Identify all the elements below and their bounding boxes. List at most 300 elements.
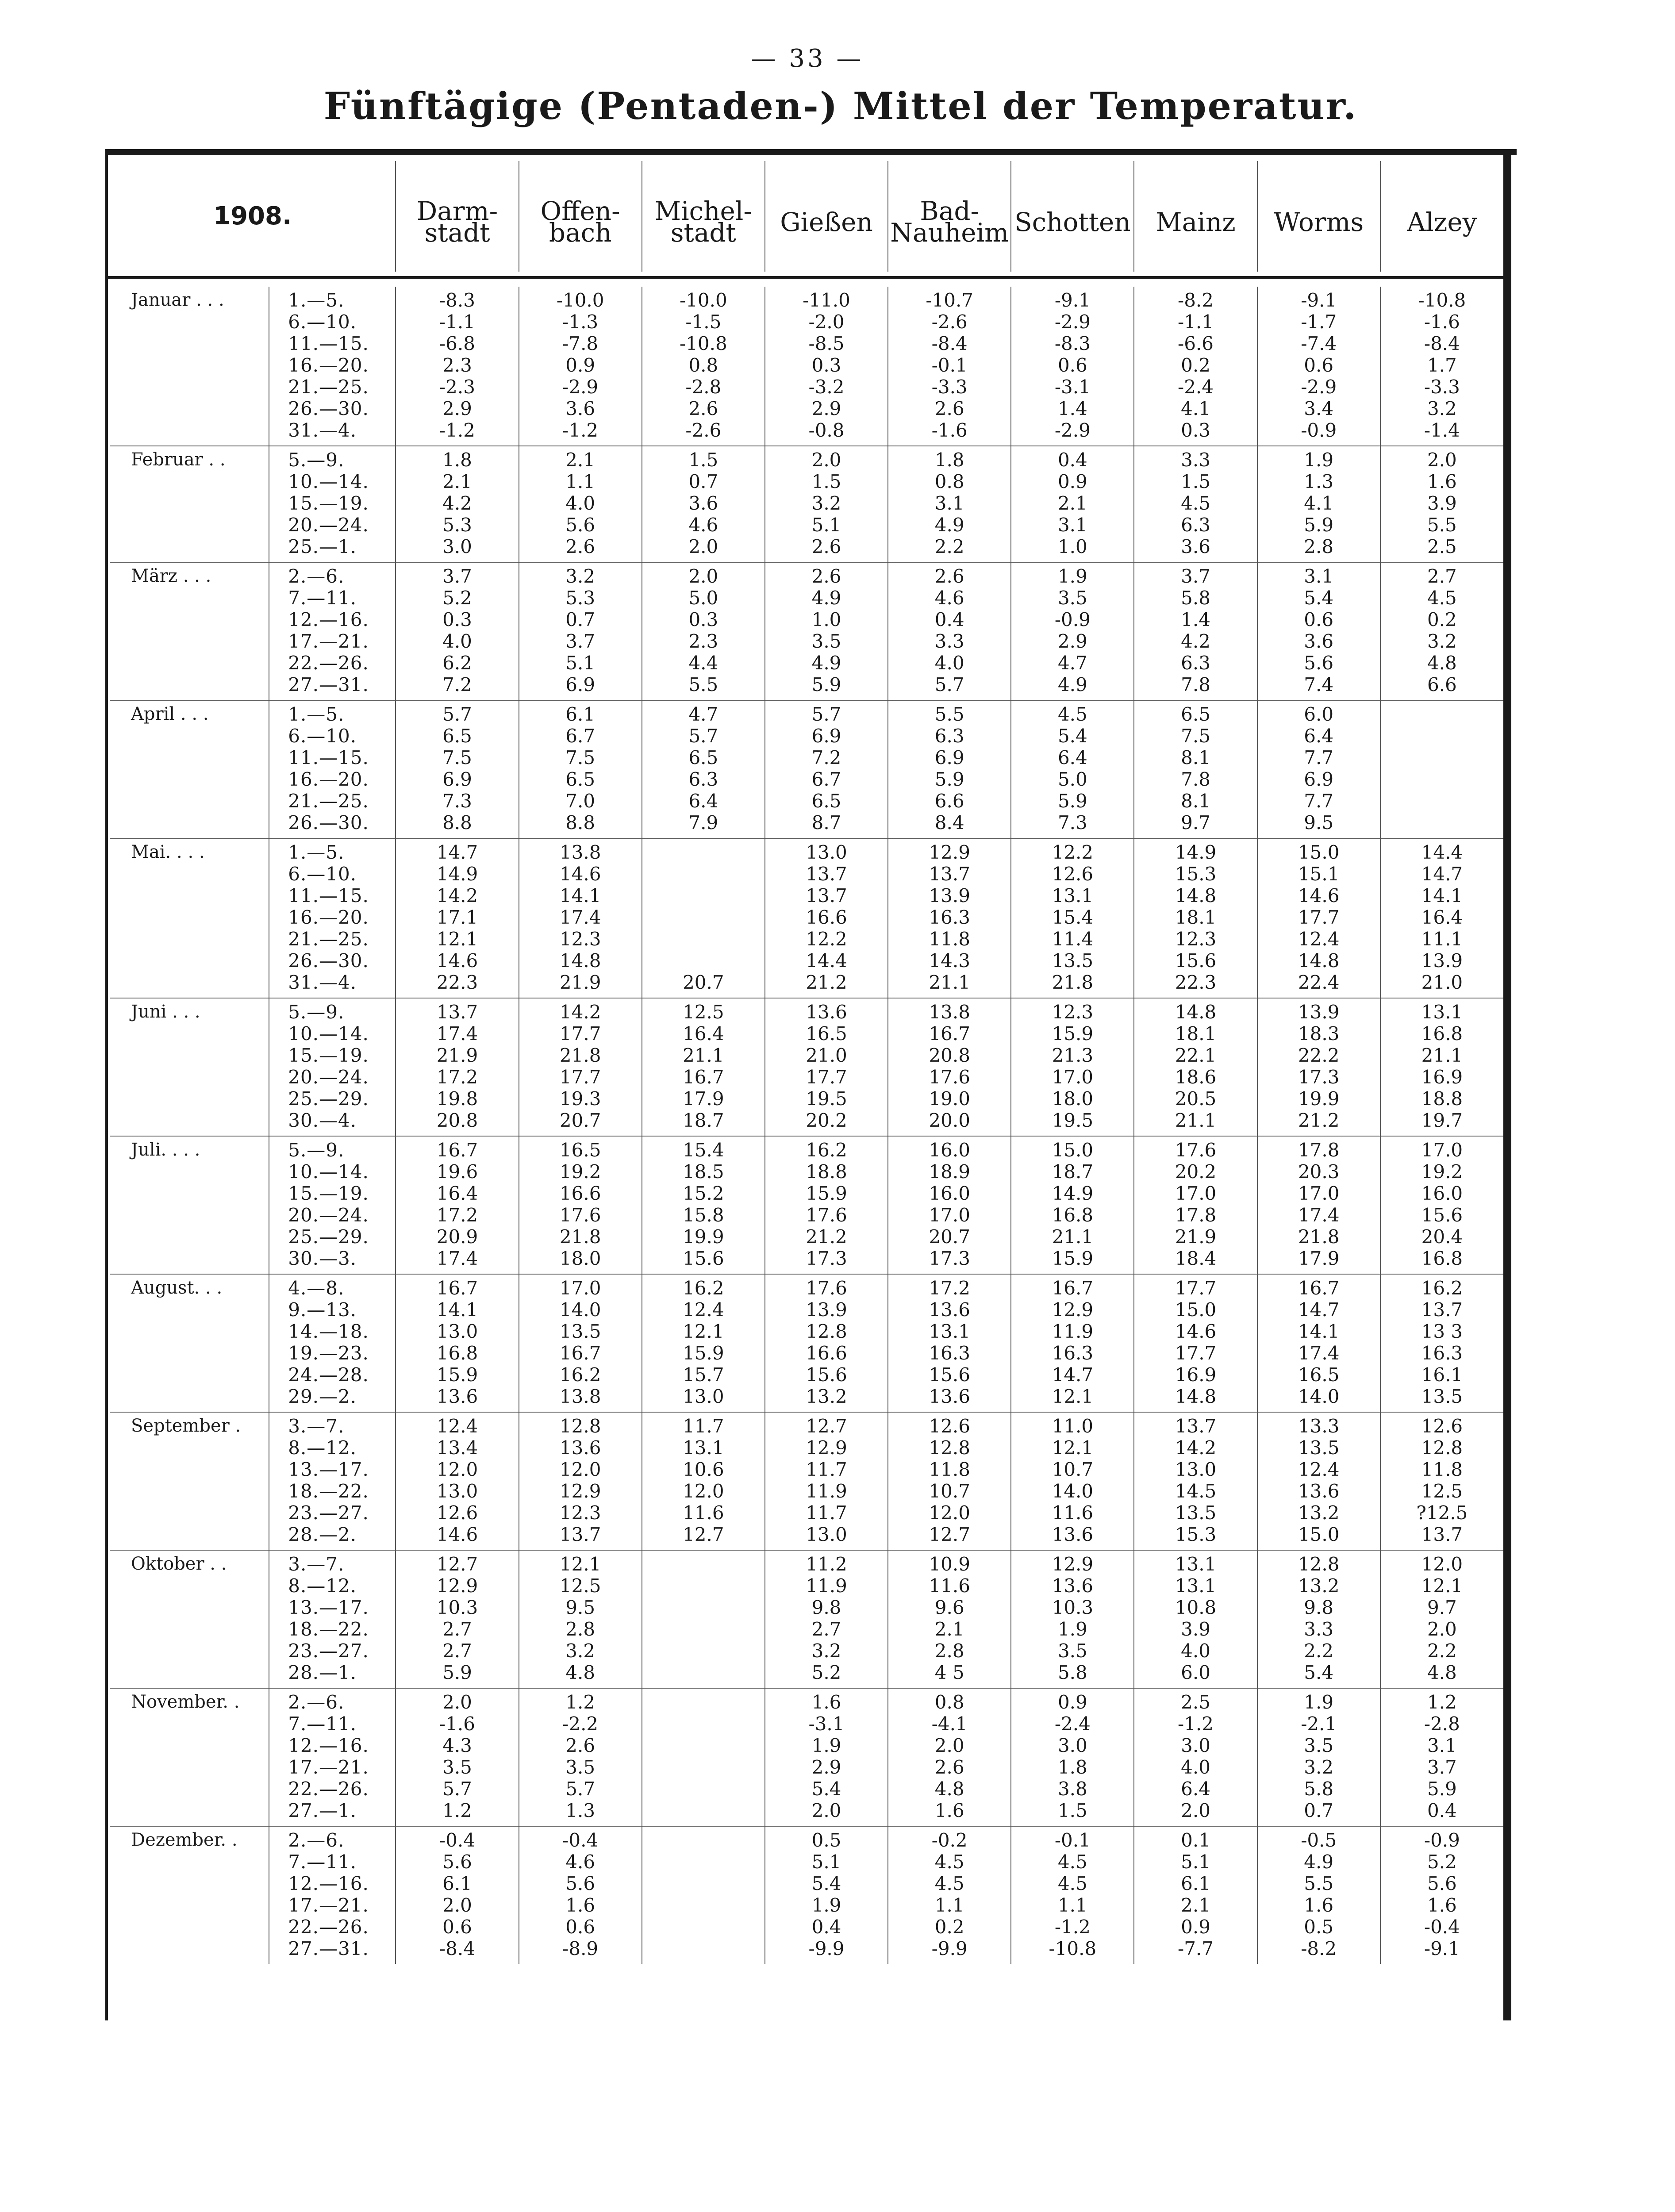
temperature-value: 3.3 <box>1181 449 1210 471</box>
temperature-value: 6.9 <box>934 747 964 768</box>
temperature-value: 13.1 <box>683 1437 724 1459</box>
temperature-value: 14.4 <box>1421 841 1463 863</box>
temperature-value: 13.1 <box>1175 1575 1217 1597</box>
pentad-period: 15.—19. <box>288 492 369 514</box>
temperature-value: 3.1 <box>1427 1735 1457 1756</box>
temperature-value: 12.0 <box>929 1502 970 1524</box>
temperature-value: 3.9 <box>1427 492 1457 514</box>
temperature-value: 15.6 <box>1421 1204 1463 1226</box>
temperature-value: 3.2 <box>811 1640 841 1662</box>
temperature-value: 5.9 <box>1057 790 1087 812</box>
temperature-value <box>643 906 764 928</box>
temperature-value: 14.0 <box>559 1299 601 1321</box>
temperature-value: 18.6 <box>1175 1066 1217 1088</box>
temperature-value: 22.4 <box>1298 972 1340 993</box>
values-michelstadt <box>642 838 765 998</box>
temperature-value: 13.6 <box>806 1001 847 1023</box>
temperature-value: -0.9 <box>1054 609 1091 630</box>
temperature-value: -0.9 <box>1424 1829 1460 1851</box>
temperature-value: 2.0 <box>934 1735 964 1756</box>
pentad-period: 11.—15. <box>288 747 369 768</box>
values-giessen <box>765 287 888 446</box>
temperature-value: 16.7 <box>929 1023 970 1045</box>
temperature-value: 11.8 <box>1421 1459 1463 1480</box>
temperature-value: 2.1 <box>442 471 472 492</box>
year-header: 1908. <box>110 161 396 272</box>
temperature-value: 0.6 <box>442 1916 472 1938</box>
temperature-value: 16.5 <box>559 1139 601 1161</box>
temperature-value: 12.1 <box>1052 1386 1094 1407</box>
temperature-value: -8.4 <box>1424 333 1460 354</box>
values-schotten <box>1011 1274 1134 1412</box>
pentad-period: 22.—26. <box>288 1916 369 1938</box>
temperature-value: 4.8 <box>1427 1662 1457 1683</box>
temperature-value: 5.2 <box>442 587 472 609</box>
pentad-period: 23.—27. <box>288 1502 369 1524</box>
temperature-value: 10.3 <box>436 1597 478 1618</box>
temperature-value: 9.5 <box>565 1597 595 1618</box>
temperature-value: 14.6 <box>1298 885 1340 906</box>
temperature-value: 15.9 <box>806 1183 847 1204</box>
temperature-value <box>643 1662 764 1683</box>
temperature-value: 21.8 <box>559 1045 601 1066</box>
values-bad-nauheim <box>888 1688 1011 1826</box>
temperature-value: 4.6 <box>565 1851 595 1873</box>
temperature-value: 17.7 <box>806 1066 847 1088</box>
temperature-value: 13.5 <box>1052 950 1094 972</box>
temperature-value: 13.6 <box>436 1386 478 1407</box>
temperature-value: 2.9 <box>1057 630 1087 652</box>
temperature-value: 0.3 <box>811 354 841 376</box>
temperature-value: 17.6 <box>929 1066 970 1088</box>
temperature-value: 5.1 <box>811 1851 841 1873</box>
temperature-value: 7.3 <box>1057 812 1087 833</box>
temperature-value: 5.3 <box>442 514 472 536</box>
temperature-value: -8.5 <box>808 333 845 354</box>
temperature-value: 17.9 <box>683 1088 724 1110</box>
values-offenbach <box>519 1550 642 1688</box>
temperature-value: 6.5 <box>1181 703 1210 725</box>
temperature-value: 4.5 <box>1181 492 1210 514</box>
temperature-value: 21.2 <box>1298 1110 1340 1131</box>
temperature-value: 18.8 <box>806 1161 847 1183</box>
temperature-value <box>1381 790 1503 812</box>
temperature-value: 3.7 <box>1427 1756 1457 1778</box>
values-michelstadt <box>642 1136 765 1274</box>
temperature-value: 1.2 <box>442 1800 472 1821</box>
temperature-value: 17.2 <box>436 1204 478 1226</box>
temperature-value: 4.3 <box>442 1735 472 1756</box>
temperature-value: 5.9 <box>1304 514 1334 536</box>
temperature-value: 8.1 <box>1181 747 1210 768</box>
values-bad-nauheim <box>888 998 1011 1136</box>
temperature-value: -2.6 <box>931 311 968 333</box>
month-block <box>110 1826 1503 1964</box>
temperature-value: 6.4 <box>1181 1778 1210 1800</box>
values-bad-nauheim <box>888 287 1011 446</box>
temperature-value: 16.8 <box>1421 1023 1463 1045</box>
temperature-value: 16.7 <box>436 1277 478 1299</box>
pentad-periods <box>269 1136 396 1274</box>
temperature-value: 1.6 <box>1427 1894 1457 1916</box>
temperature-value: -1.2 <box>439 419 475 441</box>
temperature-value: 6.5 <box>811 790 841 812</box>
temperature-value: 5.0 <box>688 587 718 609</box>
values-offenbach <box>519 287 642 446</box>
temperature-value: 17.7 <box>1175 1277 1217 1299</box>
temperature-value: 16.7 <box>1298 1277 1340 1299</box>
temperature-value: 16.4 <box>436 1183 478 1204</box>
temperature-value: 2.0 <box>1427 1618 1457 1640</box>
temperature-value: 12.7 <box>806 1415 847 1437</box>
temperature-value: -1.1 <box>439 311 475 333</box>
temperature-value: 1.1 <box>934 1894 964 1916</box>
pentad-period: 2.—6. <box>288 1829 345 1851</box>
pentad-period: 14.—18. <box>288 1321 369 1342</box>
temperature-value: 19.0 <box>929 1088 970 1110</box>
temperature-value: 12.5 <box>559 1575 601 1597</box>
temperature-value: 13.7 <box>436 1001 478 1023</box>
temperature-value: 0.3 <box>1181 419 1210 441</box>
values-schotten <box>1011 1550 1134 1688</box>
temperature-value <box>643 1713 764 1735</box>
temperature-value: 13.6 <box>559 1437 601 1459</box>
temperature-value: 15.6 <box>683 1248 724 1269</box>
temperature-value <box>643 1800 764 1821</box>
pentad-period: 21.—25. <box>288 928 369 950</box>
temperature-value: 5.0 <box>1057 768 1087 790</box>
values-alzey <box>1380 998 1503 1136</box>
temperature-value: 4.0 <box>442 630 472 652</box>
temperature-value: 0.4 <box>811 1916 841 1938</box>
temperature-value: 2.8 <box>934 1640 964 1662</box>
temperature-value: 9.7 <box>1427 1597 1457 1618</box>
values-schotten <box>1011 1412 1134 1550</box>
temperature-value: 21.3 <box>1052 1045 1094 1066</box>
temperature-value: 2.2 <box>934 536 964 557</box>
temperature-value: -8.4 <box>931 333 968 354</box>
temperature-value: -3.3 <box>931 376 968 398</box>
temperature-value: 5.5 <box>934 703 964 725</box>
pentad-periods <box>269 700 396 838</box>
temperature-value <box>643 1691 764 1713</box>
values-mainz <box>1134 446 1257 562</box>
temperature-value: 0.1 <box>1181 1829 1210 1851</box>
pentad-period: 24.—28. <box>288 1364 369 1386</box>
temperature-value: 3.0 <box>442 536 472 557</box>
temperature-value: 13.9 <box>806 1299 847 1321</box>
values-michelstadt <box>642 1274 765 1412</box>
temperature-value <box>643 1916 764 1938</box>
temperature-value: 12.8 <box>1421 1437 1463 1459</box>
pentad-period: 17.—21. <box>288 1756 369 1778</box>
temperature-value: 21.1 <box>1175 1110 1217 1131</box>
temperature-value: 6.9 <box>811 725 841 747</box>
pentad-period: 26.—30. <box>288 812 369 833</box>
month-name: Januar . . . <box>110 287 269 446</box>
temperature-value: -1.6 <box>439 1713 475 1735</box>
pentad-periods <box>269 1412 396 1550</box>
temperature-value: 7.2 <box>811 747 841 768</box>
temperature-value: 16.2 <box>559 1364 601 1386</box>
temperature-value: 1.5 <box>1181 471 1210 492</box>
station-header-schotten: Schotten <box>1011 161 1134 272</box>
values-offenbach <box>519 446 642 562</box>
pentad-period: 6.—10. <box>288 725 357 747</box>
temperature-value: 3.6 <box>1181 536 1210 557</box>
temperature-value: -9.9 <box>808 1938 845 1959</box>
temperature-value: 5.5 <box>1304 1873 1334 1894</box>
temperature-value: 0.5 <box>811 1829 841 1851</box>
pentad-period: 5.—9. <box>288 1001 345 1023</box>
station-header-michelstadt: Michel- stadt <box>642 161 765 272</box>
temperature-value: 12.0 <box>559 1459 601 1480</box>
pentad-period: 5.—9. <box>288 449 345 471</box>
temperature-value: 17.8 <box>1175 1204 1217 1226</box>
pentad-period: 28.—1. <box>288 1662 357 1683</box>
values-schotten <box>1011 998 1134 1136</box>
temperature-value: 7.0 <box>565 790 595 812</box>
values-alzey <box>1380 1136 1503 1274</box>
temperature-value: 12.7 <box>683 1524 724 1545</box>
temperature-value <box>643 1640 764 1662</box>
values-schotten <box>1011 287 1134 446</box>
temperature-value: -1.6 <box>1424 311 1460 333</box>
temperature-value: 15.2 <box>683 1183 724 1204</box>
temperature-value: 16.1 <box>1421 1364 1463 1386</box>
month-name: Februar . . <box>110 446 269 562</box>
pentad-periods <box>269 1274 396 1412</box>
temperature-value: 3.7 <box>565 630 595 652</box>
temperature-value: 3.5 <box>811 630 841 652</box>
values-michelstadt <box>642 700 765 838</box>
temperature-value: 14.1 <box>436 1299 478 1321</box>
temperature-value: 0.7 <box>1304 1800 1334 1821</box>
temperature-value <box>1381 768 1503 790</box>
temperature-value: 14.6 <box>436 950 478 972</box>
temperature-value: -8.9 <box>562 1938 599 1959</box>
temperature-value <box>643 1894 764 1916</box>
temperature-value: 5.6 <box>442 1851 472 1873</box>
temperature-value: 14.9 <box>436 863 478 885</box>
temperature-value: -9.1 <box>1054 289 1091 311</box>
temperature-value: 12.6 <box>929 1415 970 1437</box>
temperature-value: 4.0 <box>1181 1756 1210 1778</box>
temperature-value: -8.4 <box>439 1938 475 1959</box>
temperature-value: 14.6 <box>559 863 601 885</box>
pentad-periods <box>269 562 396 700</box>
temperature-value: -2.2 <box>562 1713 599 1735</box>
pentad-period: 25.—1. <box>288 536 357 557</box>
temperature-value: 6.5 <box>565 768 595 790</box>
table-header <box>110 161 1503 272</box>
temperature-value: 18.9 <box>929 1161 970 1183</box>
pentad-period: 7.—11. <box>288 587 357 609</box>
temperature-value: 12.8 <box>559 1415 601 1437</box>
values-offenbach <box>519 700 642 838</box>
temperature-value: 13.2 <box>806 1386 847 1407</box>
temperature-value: 16.6 <box>806 1342 847 1364</box>
temperature-value <box>643 1597 764 1618</box>
values-bad-nauheim <box>888 838 1011 998</box>
pentad-period: 16.—20. <box>288 906 369 928</box>
temperature-value: 17.3 <box>1298 1066 1340 1088</box>
temperature-value: 18.7 <box>683 1110 724 1131</box>
temperature-value: 5.9 <box>442 1662 472 1683</box>
pentad-period: 25.—29. <box>288 1226 369 1248</box>
temperature-value: -3.1 <box>808 1713 845 1735</box>
temperature-value: 13.0 <box>1175 1459 1217 1480</box>
values-offenbach <box>519 1274 642 1412</box>
temperature-value: 0.6 <box>1304 609 1334 630</box>
temperature-value: 4.6 <box>934 587 964 609</box>
temperature-value <box>643 841 764 863</box>
temperature-value: 0.2 <box>1427 609 1457 630</box>
temperature-value: -1.5 <box>685 311 722 333</box>
temperature-value: 21.9 <box>1175 1226 1217 1248</box>
temperature-value: 5.3 <box>565 587 595 609</box>
temperature-value: 13.0 <box>806 841 847 863</box>
temperature-value: 7.3 <box>442 790 472 812</box>
temperature-value: 12.8 <box>929 1437 970 1459</box>
temperature-value: 17.0 <box>1298 1183 1340 1204</box>
temperature-value: 11.6 <box>929 1575 970 1597</box>
pentad-periods <box>269 1550 396 1688</box>
temperature-value: 13.7 <box>806 885 847 906</box>
temperature-value: 11.8 <box>929 928 970 950</box>
temperature-value: 6.6 <box>934 790 964 812</box>
temperature-value: 11.7 <box>806 1459 847 1480</box>
temperature-value: -9.9 <box>931 1938 968 1959</box>
temperature-value: 20.8 <box>929 1045 970 1066</box>
temperature-value: 16.2 <box>806 1139 847 1161</box>
month-name: August. . . <box>110 1274 269 1412</box>
temperature-value: 6.3 <box>934 725 964 747</box>
values-worms <box>1257 446 1380 562</box>
temperature-value: -2.6 <box>685 419 722 441</box>
temperature-value: 21.1 <box>683 1045 724 1066</box>
temperature-value: -1.2 <box>1178 1713 1214 1735</box>
temperature-value: 12.6 <box>436 1502 478 1524</box>
temperature-value: -0.4 <box>562 1829 599 1851</box>
temperature-value: 3.5 <box>1057 1640 1087 1662</box>
temperature-value: 2.6 <box>811 536 841 557</box>
temperature-value: 15.9 <box>436 1364 478 1386</box>
values-mainz <box>1134 1412 1257 1550</box>
temperature-value: 1.3 <box>1304 471 1334 492</box>
month-name: März . . . <box>110 562 269 700</box>
temperature-value: 0.2 <box>934 1916 964 1938</box>
temperature-value: 6.9 <box>565 674 595 695</box>
pentad-period: 20.—24. <box>288 1204 369 1226</box>
temperature-value: 13.8 <box>929 1001 970 1023</box>
values-alzey <box>1380 1826 1503 1964</box>
temperature-value: 7.9 <box>688 812 718 833</box>
temperature-value: -0.5 <box>1301 1829 1337 1851</box>
temperature-value <box>1381 703 1503 725</box>
temperature-value: 4.8 <box>565 1662 595 1683</box>
temperature-value: -2.0 <box>808 311 845 333</box>
pentad-period: 8.—12. <box>288 1437 357 1459</box>
temperature-value: 17.4 <box>1298 1204 1340 1226</box>
temperature-value: 7.7 <box>1304 747 1334 768</box>
month-block <box>110 287 1503 446</box>
temperature-value: 15.0 <box>1052 1139 1094 1161</box>
temperature-value: 1.9 <box>1304 449 1334 471</box>
month-name: Oktober . . <box>110 1550 269 1688</box>
temperature-value: 13.1 <box>1175 1553 1217 1575</box>
temperature-value: 15.6 <box>929 1364 970 1386</box>
temperature-value: 4.5 <box>1427 587 1457 609</box>
temperature-value: 0.7 <box>688 471 718 492</box>
temperature-value: 0.6 <box>1304 354 1334 376</box>
temperature-value: 8.8 <box>565 812 595 833</box>
temperature-value: 2.5 <box>1181 1691 1210 1713</box>
temperature-value: 17.7 <box>559 1066 601 1088</box>
pentad-period: 19.—23. <box>288 1342 369 1364</box>
temperature-value: 4.2 <box>1181 630 1210 652</box>
temperature-value: -2.8 <box>1424 1713 1460 1735</box>
temperature-value: 18.3 <box>1298 1023 1340 1045</box>
month-block <box>110 1412 1503 1550</box>
station-header-worms: Worms <box>1257 161 1380 272</box>
temperature-value: -9.1 <box>1301 289 1337 311</box>
temperature-value: 12.0 <box>436 1459 478 1480</box>
temperature-value: 16.5 <box>1298 1364 1340 1386</box>
pentad-period: 12.—16. <box>288 1873 369 1894</box>
temperature-value: 12.8 <box>1298 1553 1340 1575</box>
temperature-value: 14.2 <box>436 885 478 906</box>
temperature-value: 12.1 <box>559 1553 601 1575</box>
values-worms <box>1257 562 1380 700</box>
temperature-value: 0.4 <box>934 609 964 630</box>
pentad-period: 6.—10. <box>288 863 357 885</box>
temperature-value: 2.6 <box>934 398 964 419</box>
values-bad-nauheim <box>888 446 1011 562</box>
temperature-value: 0.4 <box>1057 449 1087 471</box>
values-giessen <box>765 998 888 1136</box>
temperature-value: -8.2 <box>1178 289 1214 311</box>
temperature-value: 14.1 <box>1421 885 1463 906</box>
temperature-value: 17.4 <box>436 1248 478 1269</box>
temperature-value: 20.2 <box>1175 1161 1217 1183</box>
temperature-value: 4.9 <box>811 587 841 609</box>
temperature-value: 11.8 <box>929 1459 970 1480</box>
temperature-value: 13.1 <box>929 1321 970 1342</box>
temperature-value: -2.9 <box>1301 376 1337 398</box>
temperature-value: 17.1 <box>436 906 478 928</box>
temperature-value: 5.4 <box>811 1873 841 1894</box>
temperature-value: 5.7 <box>811 703 841 725</box>
pentad-period: 13.—17. <box>288 1597 369 1618</box>
temperature-value: 1.8 <box>442 449 472 471</box>
temperature-value: 8.7 <box>811 812 841 833</box>
temperature-value <box>643 1873 764 1894</box>
temperature-value: 14.7 <box>436 841 478 863</box>
temperature-value: 17.3 <box>929 1248 970 1269</box>
temperature-value: -10.8 <box>1049 1938 1097 1959</box>
temperature-value: 6.3 <box>1181 652 1210 674</box>
temperature-value: 1.0 <box>1057 536 1087 557</box>
month-block <box>110 1550 1503 1688</box>
temperature-value: 21.9 <box>559 972 601 993</box>
temperature-value: 21.1 <box>929 972 970 993</box>
temperature-value: 9.5 <box>1304 812 1334 833</box>
temperature-value: 16.2 <box>683 1277 724 1299</box>
temperature-value: 3.3 <box>1304 1618 1334 1640</box>
temperature-value: 3.2 <box>565 1640 595 1662</box>
temperature-value: 19.9 <box>683 1226 724 1248</box>
